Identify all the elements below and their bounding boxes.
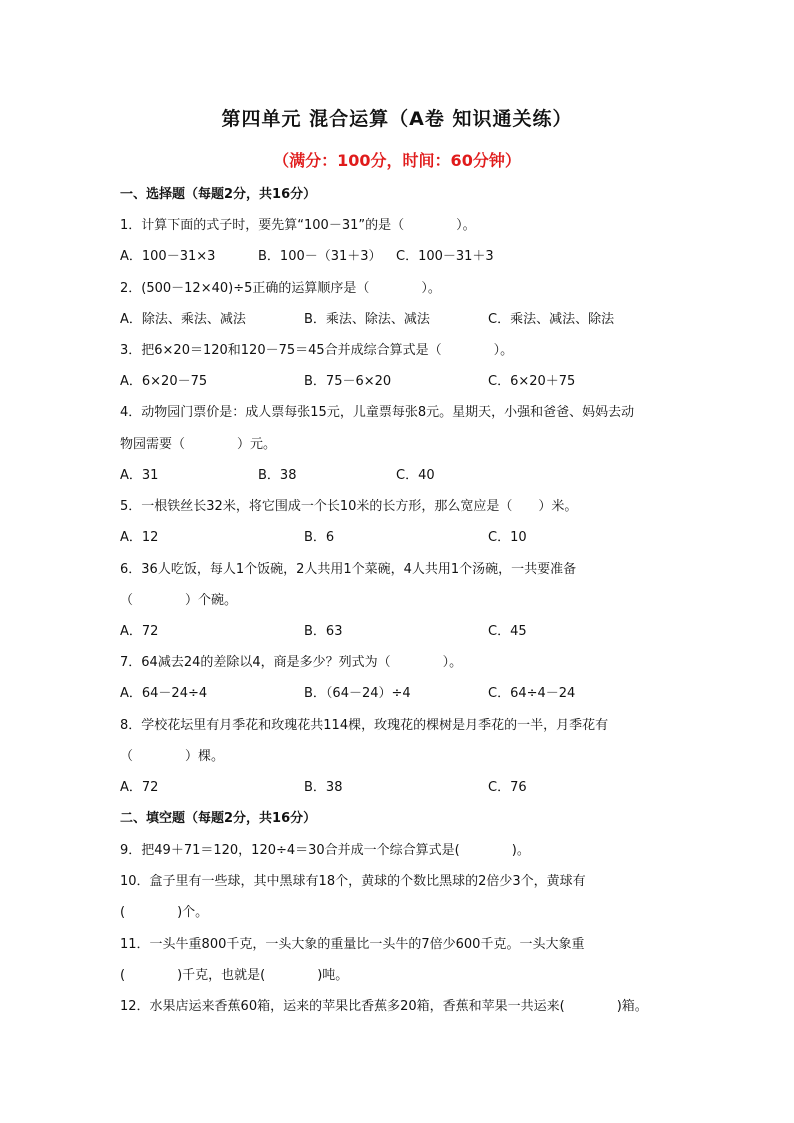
option-a: A．除法、乘法、减法 bbox=[120, 312, 246, 327]
question-3: 3．把6×20＝120和120－75＝45合并成综合算式是（ ）。 bbox=[120, 343, 514, 358]
question-10: 10．盒子里有一些球，其中黑球有18个，黄球的个数比黑球的2倍少3个，黄球有 bbox=[120, 874, 586, 889]
option-b: B．75－6×20 bbox=[304, 374, 392, 389]
question-1: 1．计算下面的式子时，要先算“100－31”的是（ ）。 bbox=[120, 218, 476, 233]
option-c: C．6×20＋75 bbox=[488, 374, 576, 389]
option-c: C．10 bbox=[488, 530, 527, 545]
section-heading-choice: 一、选择题（每题2分，共16分） bbox=[120, 187, 317, 202]
page-title: 第四单元 混合运算（A卷 知识通关练） bbox=[221, 108, 573, 130]
option-b: B．乘法、除法、减法 bbox=[304, 312, 430, 327]
question-2: 2．(500－12×40)÷5正确的运算顺序是（ ）。 bbox=[120, 281, 441, 296]
question-7: 7．64减去24的差除以4，商是多少？列式为（ ）。 bbox=[120, 655, 463, 670]
question-6: 6．36人吃饭，每人1个饭碗，2人共用1个菜碗，4人共用1个汤碗，一共要准备 bbox=[120, 562, 577, 577]
option-b: B．6 bbox=[304, 530, 335, 545]
option-c: C．乘法、减法、除法 bbox=[488, 312, 615, 327]
option-c: C．100－31＋3 bbox=[396, 249, 494, 264]
question-10-cont: ( )个。 bbox=[120, 905, 209, 920]
question-11: 11．一头牛重800千克，一头大象的重量比一头牛的7倍少600千克。一头大象重 bbox=[120, 937, 585, 952]
option-a: A．72 bbox=[120, 624, 159, 639]
option-b: B．100－（31＋3） bbox=[258, 249, 382, 264]
option-a: A．6×20－75 bbox=[120, 374, 208, 389]
option-c: C．76 bbox=[488, 780, 527, 795]
option-b: B．38 bbox=[258, 468, 297, 483]
question-8: 8．学校花坛里有月季花和玫瑰花共114棵，玫瑰花的棵树是月季花的一半，月季花有 bbox=[120, 718, 609, 733]
option-b: B．（64－24）÷4 bbox=[304, 686, 411, 701]
question-4-cont: 物园需要（ ）元。 bbox=[120, 437, 277, 452]
question-5: 5．一根铁丝长32米，将它围成一个长10米的长方形，那么宽应是（ ）米。 bbox=[120, 499, 578, 514]
option-a: A．31 bbox=[120, 468, 159, 483]
option-c: C．40 bbox=[396, 468, 435, 483]
question-6-cont: （ ）个碗。 bbox=[120, 593, 238, 608]
option-c: C．45 bbox=[488, 624, 527, 639]
option-b: B．38 bbox=[304, 780, 343, 795]
option-a: A．72 bbox=[120, 780, 159, 795]
option-a: A．64－24÷4 bbox=[120, 686, 208, 701]
question-12: 12．水果店运来香蕉60箱，运来的苹果比香蕉多20箱，香蕉和苹果一共运来( )箱。 bbox=[120, 999, 648, 1014]
section-heading-fill: 二、填空题（每题2分，共16分） bbox=[120, 811, 317, 826]
question-8-cont: （ ）棵。 bbox=[120, 749, 225, 764]
question-11-cont: ( )千克，也就是( )吨。 bbox=[120, 968, 349, 983]
question-4: 4．动物园门票价是：成人票每张15元，儿童票每张8元。星期天，小强和爸爸、妈妈去动 bbox=[120, 405, 635, 420]
exam-info: （满分：100分，时间：60分钟） bbox=[273, 151, 521, 170]
option-a: A．100－31×3 bbox=[120, 249, 216, 264]
option-a: A．12 bbox=[120, 530, 159, 545]
option-b: B．63 bbox=[304, 624, 343, 639]
question-9: 9．把49＋71＝120，120÷4＝30合并成一个综合算式是( )。 bbox=[120, 843, 530, 858]
option-c: C．64÷4－24 bbox=[488, 686, 576, 701]
